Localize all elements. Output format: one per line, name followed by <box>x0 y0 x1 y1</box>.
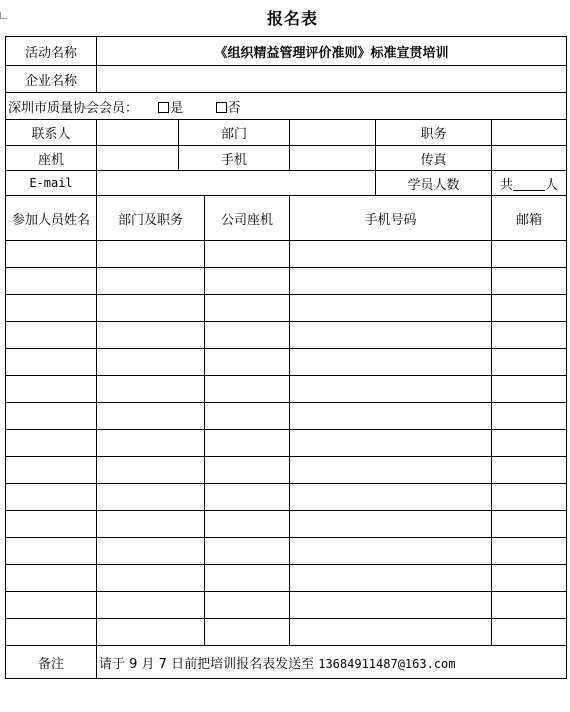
mobile-number-cell[interactable] <box>290 403 492 430</box>
no-checkbox[interactable] <box>216 102 227 113</box>
activity-row <box>6 37 567 66</box>
participant-name-cell[interactable] <box>6 322 97 349</box>
email-cell[interactable] <box>492 349 567 376</box>
department-position-cell[interactable] <box>97 268 205 295</box>
mobile-input-cell[interactable] <box>290 146 376 171</box>
email-cell[interactable] <box>492 268 567 295</box>
participant-name-cell[interactable] <box>6 457 97 484</box>
mobile-number-cell[interactable] <box>290 430 492 457</box>
participant-name-cell[interactable] <box>6 376 97 403</box>
table-row <box>6 430 567 457</box>
email-cell[interactable] <box>492 592 567 619</box>
company-landline-cell[interactable] <box>205 592 290 619</box>
company-label: 企业名称 <box>6 66 97 93</box>
mobile-number-cell[interactable] <box>290 484 492 511</box>
email-cell[interactable] <box>492 295 567 322</box>
participant-name-cell[interactable] <box>6 268 97 295</box>
table-row <box>6 511 567 538</box>
membership-cell <box>6 93 567 120</box>
header-mobile-number: 手机号码 <box>290 196 492 241</box>
member-yes-option[interactable] <box>158 101 183 116</box>
participant-name-cell[interactable] <box>6 241 97 268</box>
participant-count-label: 学员人数 <box>376 171 492 196</box>
participant-name-cell[interactable] <box>6 349 97 376</box>
yes-checkbox[interactable] <box>158 102 169 113</box>
remarks-text: 请于 9 月 7 日前把培训报名表发送至 <box>99 656 315 672</box>
member-no-option[interactable] <box>216 101 241 116</box>
email-cell[interactable] <box>492 565 567 592</box>
mobile-number-cell[interactable] <box>290 511 492 538</box>
email-cell[interactable] <box>492 538 567 565</box>
mobile-number-cell[interactable] <box>290 322 492 349</box>
table-row <box>6 484 567 511</box>
remarks-email: 13684911487@163.com <box>318 656 456 671</box>
department-input-cell[interactable] <box>290 120 376 146</box>
contact-label: 联系人 <box>6 120 97 146</box>
remarks-cell <box>97 646 567 679</box>
email-cell[interactable] <box>492 484 567 511</box>
company-landline-cell[interactable] <box>205 565 290 592</box>
participants-header-row <box>6 196 567 241</box>
participant-name-cell[interactable] <box>6 484 97 511</box>
department-position-cell[interactable] <box>97 592 205 619</box>
email-cell[interactable] <box>492 430 567 457</box>
count-suffix: 人 <box>545 177 559 193</box>
participant-name-cell[interactable] <box>6 511 97 538</box>
participant-name-cell[interactable] <box>6 538 97 565</box>
department-position-cell[interactable] <box>97 565 205 592</box>
department-position-cell[interactable] <box>97 457 205 484</box>
department-position-cell[interactable] <box>97 484 205 511</box>
company-landline-cell[interactable] <box>205 322 290 349</box>
mobile-number-cell[interactable] <box>290 376 492 403</box>
contact-input-cell[interactable] <box>97 120 179 146</box>
department-position-cell[interactable] <box>97 430 205 457</box>
mobile-number-cell[interactable] <box>290 268 492 295</box>
table-row <box>6 457 567 484</box>
company-landline-cell[interactable] <box>205 241 290 268</box>
mobile-number-cell[interactable] <box>290 565 492 592</box>
participant-name-cell[interactable] <box>6 592 97 619</box>
company-landline-cell[interactable] <box>205 538 290 565</box>
email-cell[interactable] <box>492 457 567 484</box>
department-position-cell[interactable] <box>97 511 205 538</box>
remarks-row <box>6 646 567 679</box>
table-row <box>6 376 567 403</box>
header-company-landline: 公司座机 <box>205 196 290 241</box>
count-blank[interactable] <box>513 178 545 191</box>
table-row <box>6 538 567 565</box>
company-landline-cell[interactable] <box>205 349 290 376</box>
table-row <box>6 565 567 592</box>
form-title: 报名表 <box>266 9 318 28</box>
department-position-cell[interactable] <box>97 403 205 430</box>
table-row <box>6 619 567 646</box>
department-position-cell[interactable] <box>97 241 205 268</box>
table-row <box>6 322 567 349</box>
position-input-cell[interactable] <box>492 120 567 146</box>
participant-name-cell[interactable] <box>6 295 97 322</box>
participant-name-cell[interactable] <box>6 565 97 592</box>
table-row <box>6 592 567 619</box>
participant-name-cell[interactable] <box>6 403 97 430</box>
company-landline-cell[interactable] <box>205 619 290 646</box>
department-label: 部门 <box>179 120 290 146</box>
email-input-cell[interactable] <box>97 171 376 196</box>
contact-row <box>6 120 567 146</box>
participant-name-cell[interactable] <box>6 430 97 457</box>
count-prefix: 共 <box>500 177 514 193</box>
activity-label: 活动名称 <box>6 37 97 66</box>
email-cell[interactable] <box>492 619 567 646</box>
participant-name-cell[interactable] <box>6 619 97 646</box>
company-landline-cell[interactable] <box>205 376 290 403</box>
header-participant-name: 参加人员姓名 <box>6 196 97 241</box>
email-cell[interactable] <box>492 241 567 268</box>
yes-label: 是 <box>170 100 184 116</box>
membership-row <box>6 93 567 120</box>
landline-label: 座机 <box>6 146 97 171</box>
department-position-cell[interactable] <box>97 376 205 403</box>
participant-rows <box>6 241 567 646</box>
department-position-cell[interactable] <box>97 538 205 565</box>
mobile-number-cell[interactable] <box>290 295 492 322</box>
table-row <box>6 403 567 430</box>
company-landline-cell[interactable] <box>205 430 290 457</box>
mobile-number-cell[interactable] <box>290 349 492 376</box>
participant-count-cell[interactable] <box>492 171 567 196</box>
company-input-cell[interactable] <box>97 66 567 93</box>
landline-input-cell[interactable] <box>97 146 179 171</box>
mobile-number-cell[interactable] <box>290 241 492 268</box>
mobile-number-cell[interactable] <box>290 457 492 484</box>
department-position-cell[interactable] <box>97 619 205 646</box>
fax-label: 传真 <box>376 146 492 171</box>
membership-question: 深圳市质量协会会员： <box>8 100 139 116</box>
table-row <box>6 241 567 268</box>
table-row <box>6 349 567 376</box>
company-landline-cell[interactable] <box>205 457 290 484</box>
department-position-cell[interactable] <box>97 322 205 349</box>
department-position-cell[interactable] <box>97 295 205 322</box>
email-cell[interactable] <box>492 376 567 403</box>
header-email: 邮箱 <box>492 196 567 241</box>
mobile-number-cell[interactable] <box>290 619 492 646</box>
remarks-label: 备注 <box>6 646 97 679</box>
company-landline-cell[interactable] <box>205 511 290 538</box>
activity-name: 《组织精益管理评价准则》标准宣贯培训 <box>97 37 567 66</box>
company-landline-cell[interactable] <box>205 295 290 322</box>
mobile-number-cell[interactable] <box>290 592 492 619</box>
registration-form-table <box>5 36 567 679</box>
email-cell[interactable] <box>492 511 567 538</box>
company-row <box>6 66 567 93</box>
mobile-number-cell[interactable] <box>290 538 492 565</box>
company-landline-cell[interactable] <box>205 484 290 511</box>
table-row <box>6 295 567 322</box>
phone-row <box>6 146 567 171</box>
mobile-label: 手机 <box>179 146 290 171</box>
email-row <box>6 171 567 196</box>
position-label: 职务 <box>376 120 492 146</box>
table-row <box>6 268 567 295</box>
fax-input-cell[interactable] <box>492 146 567 171</box>
department-position-cell[interactable] <box>97 349 205 376</box>
email-cell[interactable] <box>492 322 567 349</box>
email-cell[interactable] <box>492 403 567 430</box>
header-department-position: 部门及职务 <box>97 196 205 241</box>
company-landline-cell[interactable] <box>205 268 290 295</box>
no-label: 否 <box>227 100 241 116</box>
company-landline-cell[interactable] <box>205 403 290 430</box>
email-label: E-mail <box>6 171 97 196</box>
